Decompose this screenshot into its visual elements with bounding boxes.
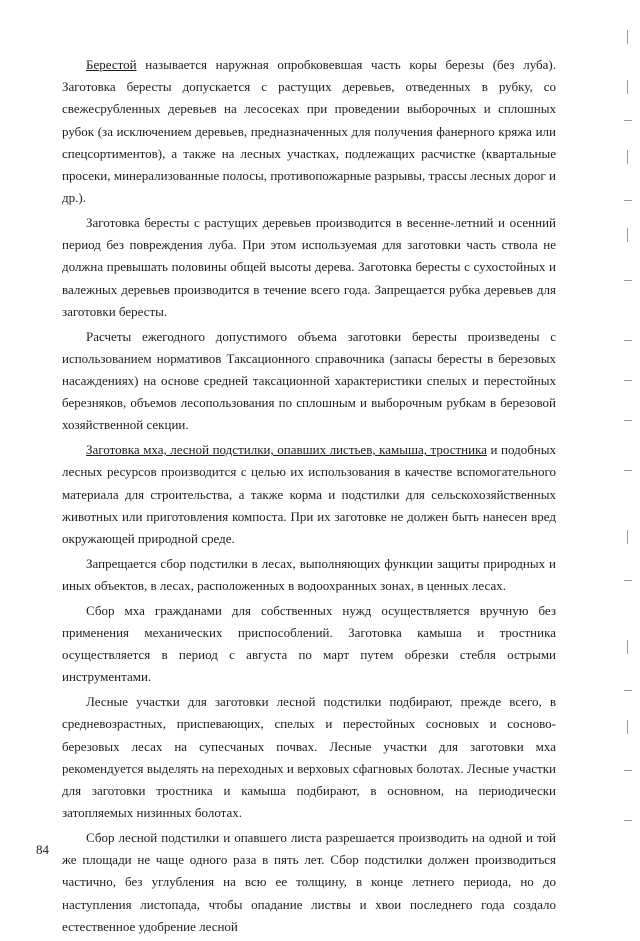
paragraph-site-selection: Лесные участки для заготовки лесной подстилки подбирают, прежде всего, в средневозрастных, приспевающих, спелых и перестойных сосновых и сосново-березовых лесах на супесчаных почвах. Лесные участки для заготовки мха рекомендуется выделять на переходных и верховых сфагновых болотах. Лесные участки для заготовки тростника и камыша подбирают, в основном, на периодически затопляемых низинных болотах. xyxy=(62,694,556,821)
term-birch-bark: Берестой xyxy=(86,57,137,72)
margin-mark xyxy=(624,340,632,341)
paragraph-litter-frequency: Сбор лесной подстилки и опавшего листа разрешается производить на одной и той же площади не чаще одного раза в пять лет. Сбор подстилки должен производиться частично, без углубления на всю ее толщину, в конце летнего периода, но до наступления листопада, чтобы опадание листвы и хвои последнего года создало естественное удобрение лесной xyxy=(62,830,556,934)
margin-mark xyxy=(624,200,632,201)
margin-mark xyxy=(624,120,632,121)
paragraph-moss-litter-harvest xyxy=(62,439,556,550)
margin-mark xyxy=(627,150,628,164)
margin-mark xyxy=(627,228,628,242)
margin-mark xyxy=(627,640,628,654)
margin-mark xyxy=(624,280,632,281)
margin-mark xyxy=(627,530,628,544)
paragraph-moss-collection: Сбор мха гражданами для собственных нужд осуществляется вручную без применения механических приспособлений. Заготовка камыша и тростника осуществляется в период с августа по март путем обрезки стебля острыми инструментами. xyxy=(62,602,556,685)
body-text xyxy=(62,54,556,941)
margin-mark xyxy=(624,420,632,421)
margin-mark xyxy=(627,30,628,44)
margin-mark xyxy=(624,580,632,581)
margin-mark xyxy=(624,770,632,771)
page-number: 84 xyxy=(36,842,49,857)
paragraph-litter-prohibition: Запрещается сбор подстилки в лесах, выполняющих функции защиты природных и иных объектов, в лесах, расположенных в водоохранных зонах, в ценных лесах. xyxy=(62,555,556,594)
paragraph-birch-bark-harvest: Заготовка бересты с растущих деревьев производится в весенне-летний и осенний период без повреждения луба. При этом используемая для заготовки часть ствола не должна превышать половины общей высоты дерева. Заготовка бересты с сухостойных и валежных деревьев производится в течение всего года. Запрещается рубка деревьев для заготовки бересты. xyxy=(62,215,556,319)
margin-mark xyxy=(624,820,632,821)
paragraph-text: называется наружная опробковевшая часть коры березы (без луба). Заготовка бересты допускается с растущих деревьев, отведенных в рубку, со свежесрубленных деревьев на лесосеках при проведении выборочных и сплошных рубок (за исключением деревьев, предназначенных для получения фанерного кряжа или спецсортиментов), а также на лесных участках, подлежащих расчистке (квартальные просеки, минерализованные полосы, противопожарные разрывы, трассы лесных дорог и др.). xyxy=(62,57,556,206)
paragraph-birch-bark-definition xyxy=(62,54,556,209)
margin-mark xyxy=(624,470,632,471)
margin-mark xyxy=(624,380,632,381)
scan-margin-marks xyxy=(610,0,640,905)
margin-mark xyxy=(624,690,632,691)
term-moss-litter: Заготовка мха, лесной подстилки, опавших листьев, камыша, тростника xyxy=(86,442,487,458)
margin-mark xyxy=(627,80,628,94)
paragraph-birch-bark-calculation: Расчеты ежегодного допустимого объема заготовки бересты произведены с использованием нормативов Таксационного справочника (запасы бересты в березовых насаждениях) на основе средней таксационной характеристики спелых и перестойных березняков, объемов лесопользования по сплошным и выборочным рубкам в березовой хозяйственной секции. xyxy=(62,328,556,433)
margin-mark xyxy=(627,720,628,734)
paragraph-text: и подобных лесных ресурсов производится с целью их использования в качестве вспомогательного материала для строительства, а также корма и подстилки для сельскохозяйственных животных или приготовления компоста. При их заготовке не должен быть нанесен вред окружающей природной среде. xyxy=(62,442,556,547)
